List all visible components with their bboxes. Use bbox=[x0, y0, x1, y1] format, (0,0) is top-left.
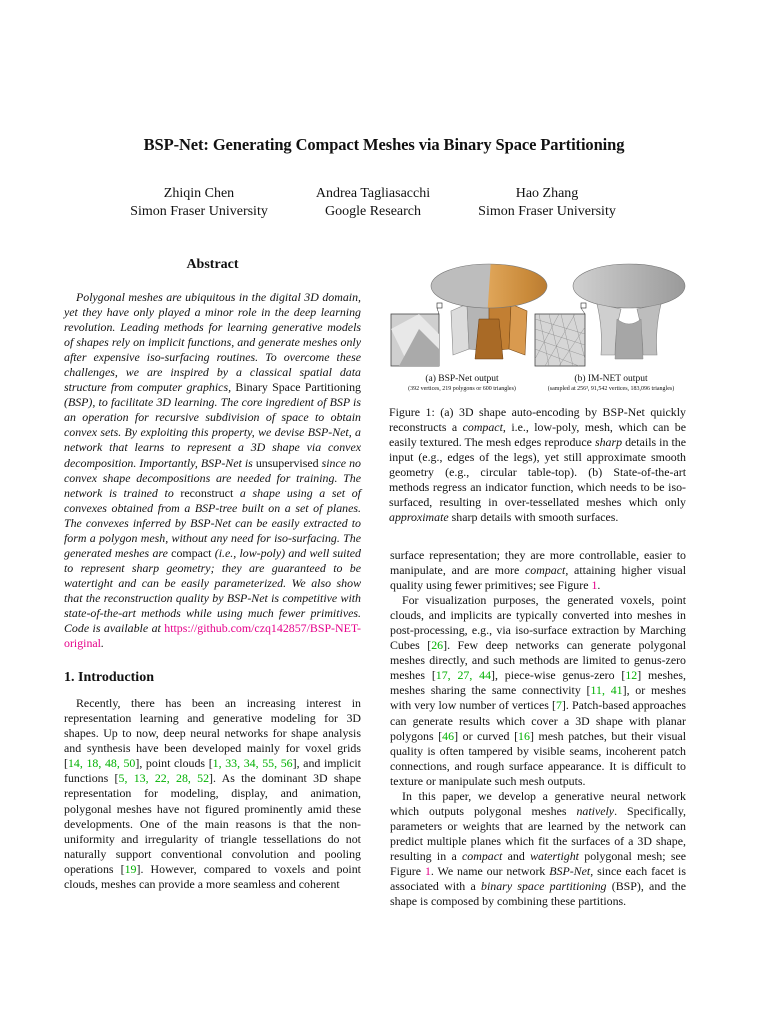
figure-1-caption: Figure 1: (a) 3D shape auto-encoding by BSP-Net quickly reconstructs a compact, i.e., low-poly, mesh, which can be easily textured. The mesh edges reproduce sharp details in the input (e.g., edges of the legs), yet still approximate smooth geometry (e.g., circular table-top). (b) State-of-the-art methods regress an indicator function, which needs to be iso-surfaced, resulting in over-tessellated meshes which only approximate sharp details with smooth surfaces. bbox=[389, 405, 686, 525]
citation-link[interactable]: 17, 27, 44 bbox=[435, 668, 492, 683]
author-3 bbox=[447, 185, 647, 221]
right-column bbox=[390, 548, 686, 909]
author-affiliation: Google Research bbox=[324, 204, 422, 219]
author-1 bbox=[99, 185, 299, 221]
paper-title: BSP-Net: Generating Compact Meshes via Binary Space Partitioning bbox=[143, 135, 625, 154]
subcaption-detail: (sampled at 256³, 91,542 vertices, 183,096 triangles) bbox=[547, 386, 675, 392]
figure-ref-link[interactable]: 1 bbox=[591, 578, 598, 593]
bsp-net-zoom-inset bbox=[391, 308, 439, 366]
im-net-table bbox=[573, 264, 685, 359]
section-heading-introduction: 1. Introduction bbox=[64, 670, 154, 686]
code-link[interactable]: https://github.com/czq142857/BSP-NET-original bbox=[64, 621, 361, 651]
figure-subcaption-a bbox=[392, 374, 532, 394]
citation-link[interactable]: 1, 33, 34, 55, 56 bbox=[212, 756, 293, 771]
right-paragraph-1: surface representation; they are more controllable, easier to manipulate, and are more compact, attaining higher visual quality using fewer primitives; see Figure 1. bbox=[390, 548, 686, 593]
citation-link[interactable]: 5, 13, 22, 28, 52 bbox=[118, 771, 210, 786]
figure-subcaption-b bbox=[536, 374, 686, 394]
author-name: Andrea Tagliasacchi bbox=[315, 186, 431, 201]
subcaption-label: (b) IM-NET output bbox=[574, 374, 648, 384]
citation-link[interactable]: 11, 41 bbox=[590, 683, 623, 698]
citation-link[interactable]: 14, 18, 48, 50 bbox=[67, 756, 136, 771]
im-net-zoom-inset bbox=[535, 308, 585, 366]
abstract-heading: Abstract bbox=[186, 257, 239, 272]
author-affiliation: Simon Fraser University bbox=[130, 204, 268, 219]
author-name: Hao Zhang bbox=[515, 186, 579, 201]
subcaption-detail: (392 vertices, 219 polygons or 600 triangles) bbox=[408, 386, 516, 392]
citation-link[interactable]: 7 bbox=[555, 698, 562, 713]
intro-paragraph-1: Recently, there has been an increasing interest in representation learning and generative modeling for 3D shapes. Up to now, deep neural networks for shape analysis and synthesis have been developed mainly for voxel grids [14, 18, 48, 50], point clouds [1, 33, 34, 55, 56], and implicit functions [5, 13, 22, 28, 52]. As the dominant 3D shape representation for modeling, display, and animation, polygonal meshes have not figured prominently amid these developments. One of the main reasons is that the non-uniformity and irregularity of triangle tessellations do not naturally support conventional convolution and pooling operations [19]. However, compared to voxels and point clouds, meshes can provide a more seamless and coherent bbox=[64, 696, 362, 891]
citation-link[interactable]: 16 bbox=[518, 728, 530, 743]
abstract-text: Polygonal meshes are ubiquitous in the digital 3D domain, yet they have only played a minor role in the deep learning revolution. Leading methods for learning generative models of shapes rely on implicit functions, and generate meshes only after expensive iso-surfacing routines. To overcome these challenges, we are inspired by a classical spatial data structure from computer graphics, Binary Space Partitioning (BSP), to facilitate 3D learning. The core ingredient of BSP is an operation for recursive subdivision of space to obtain convex sets. By exploiting this property, we devise BSP-Net, a network that learns to represent a 3D shape via convex decomposition. Importantly, BSP-Net is unsupervised since no convex shape decompositions are needed for training. The network is trained to reconstruct a shape using a set of convexes obtained from a BSP-tree built on a set of planes. The convexes inferred by BSP-Net can be easily extracted to form a polygon mesh, without any need for iso-surfacing. The generated meshes are compact (i.e., low-poly) and well suited to represent sharp geometry; they are guaranteed to be watertight and can be easily parameterized. We also show that the reconstruction quality by BSP-Net is competitive with state-of-the-art methods while using much fewer primitives. Code is available at https://github.com/czq142857/BSP-NET-original. bbox=[64, 290, 361, 651]
right-paragraph-2: For visualization purposes, the generated voxels, point clouds, and implicits are typically converted into meshes in post-processing, e.g., via iso-surface extraction by Marching Cubes [26]. Few deep networks can generate polygonal meshes directly, and such methods are limited to genus-zero meshes [17, 27, 44], piece-wise genus-zero [12] meshes, meshes sharing the same connectivity [11, 41], or meshes with very low number of vertices [7]. Patch-based approaches can generate results which cover a 3D shape with planar polygons [46] or curved [16] mesh patches, but their visual quality is often tampered by visible seams, incoherent patch connections, and rough surface appearance. It is difficult to texture or manipulate such mesh outputs. bbox=[390, 593, 687, 788]
citation-link[interactable]: 19 bbox=[124, 861, 137, 876]
citation-link[interactable]: 12 bbox=[625, 668, 638, 683]
author-name: Zhiqin Chen bbox=[163, 186, 235, 201]
subcaption-label: (a) BSP-Net output bbox=[425, 374, 499, 384]
left-column bbox=[64, 290, 361, 892]
citation-link[interactable]: 46 bbox=[442, 728, 455, 743]
citation-link[interactable]: 26 bbox=[431, 638, 444, 653]
figure-ref-link[interactable]: 1 bbox=[424, 863, 431, 878]
author-2 bbox=[273, 185, 473, 221]
right-paragraph-3: In this paper, we develop a generative neural network which outputs polygonal meshes natively. Specifically, parameters or weights that are learned by the network can predict multiple planes which fit the surfaces of a 3D shape, resulting in a compact and watertight polygonal mesh; see Figure 1. We name our network BSP-Net, since each facet is associated with a binary space partitioning (BSP), and the shape is composed by combining these partitions. bbox=[390, 788, 687, 909]
author-affiliation: Simon Fraser University bbox=[478, 204, 616, 219]
